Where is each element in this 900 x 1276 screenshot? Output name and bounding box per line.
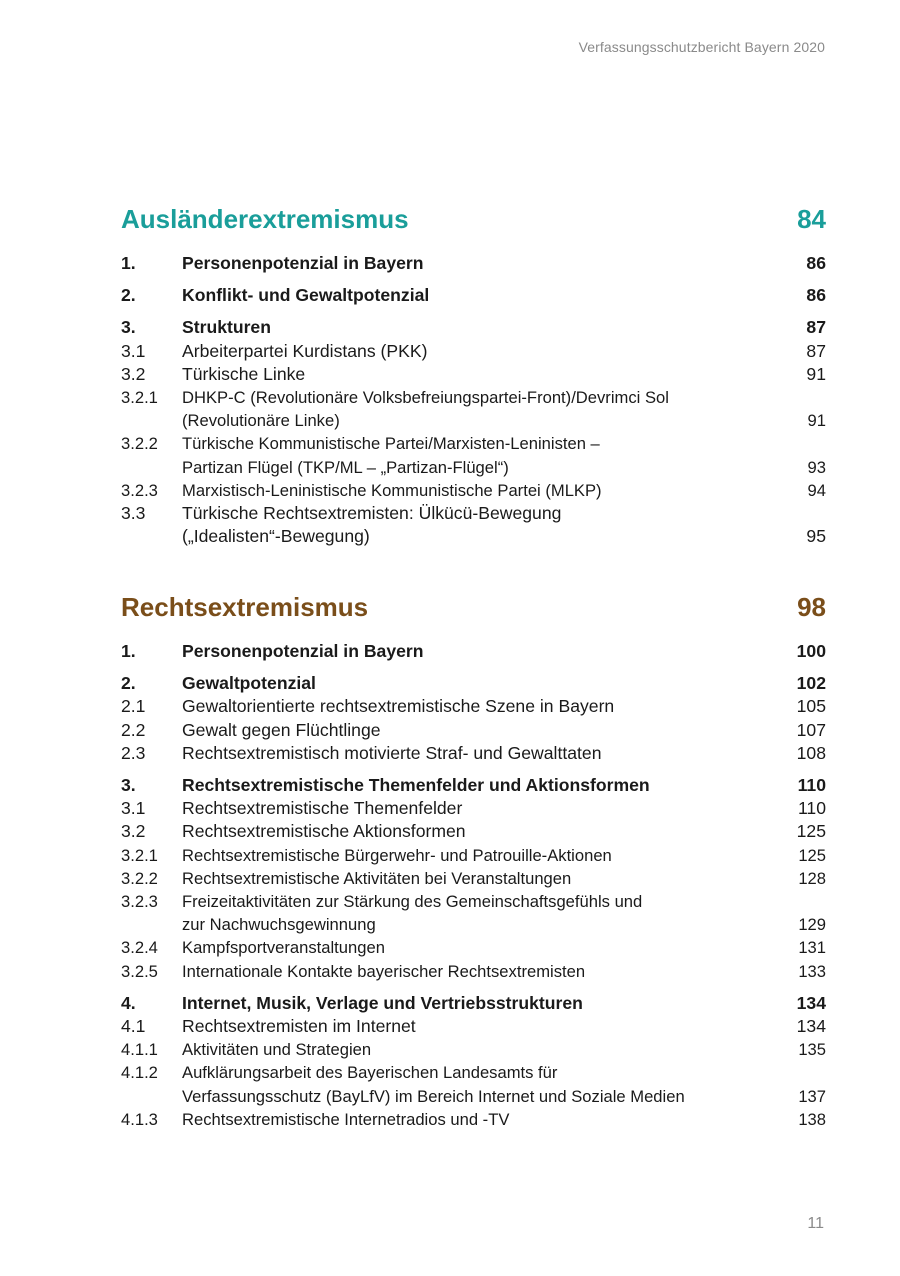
toc-entry-title	[182, 867, 766, 890]
toc-entry-title-line: Freizeitaktivitäten zur Stärkung des Gemeinschaftsgefühls und	[182, 892, 643, 912]
toc-entry-title-line: Rechtsextremisten im Internet	[182, 1016, 416, 1037]
section-page: 84	[797, 204, 826, 234]
page-number: 11	[807, 1215, 824, 1232]
toc-entry-page: 100	[796, 641, 826, 661]
toc-entry[interactable]	[121, 1038, 826, 1061]
toc-entry[interactable]	[121, 695, 826, 718]
toc-entry-title-line: („Idealisten“-Bewegung)	[182, 526, 370, 547]
toc-entry-page: 107	[796, 719, 826, 740]
toc-entry-number: 2.1	[121, 696, 146, 717]
section-heading[interactable]	[121, 592, 826, 632]
toc-entry-title	[182, 960, 766, 983]
toc-entry-number: 3.1	[121, 340, 146, 361]
toc-entry-number: 4.1.2	[121, 1063, 158, 1083]
toc-entry-page: 102	[796, 673, 826, 694]
toc-entry-title	[182, 640, 766, 663]
toc-entry-number: 4.1	[121, 1016, 146, 1037]
toc-entry-page: 137	[798, 1086, 826, 1106]
toc-entry-number: 2.	[121, 673, 136, 694]
toc-entry-number: 3.	[121, 317, 136, 338]
toc-entry-number: 4.1.3	[121, 1109, 158, 1129]
toc-entry-title-line: Rechtsextremistische Themenfelder und Aktionsformen	[182, 775, 650, 796]
toc-entry-title	[182, 502, 766, 548]
toc-entry-number: 3.1	[121, 798, 146, 819]
toc-entry-title-line: Konflikt- und Gewaltpotenzial	[182, 285, 430, 306]
toc-entry[interactable]	[121, 284, 826, 307]
toc-entry-number: 4.	[121, 992, 136, 1013]
toc-entry-number: 3.2.4	[121, 938, 158, 958]
toc-entry[interactable]	[121, 432, 826, 478]
toc-entry-title-line: Türkische Kommunistische Partei/Marxisten-Leninisten –	[182, 434, 600, 454]
toc-entry-title	[182, 695, 766, 718]
toc-entry-number: 3.2.3	[121, 892, 158, 912]
toc-entry-number: 2.3	[121, 742, 146, 763]
toc-entry-title-line: Verfassungsschutz (BayLfV) im Bereich Internet und Soziale Medien	[182, 1086, 685, 1106]
section-heading[interactable]	[121, 204, 826, 244]
toc-entry-title-line: Personenpotenzial in Bayern	[182, 253, 424, 273]
running-header: Verfassungsschutzbericht Bayern 2020	[578, 39, 825, 55]
toc-entry-title-line: Internet, Musik, Verlage und Vertriebsstrukturen	[182, 992, 583, 1013]
toc-entry-title	[182, 432, 766, 478]
toc-entry-page: 105	[796, 696, 826, 717]
toc-entry-title-line: Rechtsextremistische Aktivitäten bei Veranstaltungen	[182, 868, 572, 888]
toc-entry-number: 1.	[121, 641, 136, 661]
toc-entry[interactable]	[121, 672, 826, 695]
toc-entry[interactable]	[121, 386, 826, 432]
toc-entry-page: 133	[798, 961, 826, 981]
toc-entry[interactable]	[121, 1015, 826, 1038]
section-title: Ausländerextremismus	[121, 204, 409, 234]
toc-entry-title	[182, 742, 766, 765]
toc-entry-title-line: Aufklärungsarbeit des Bayerischen Landesamts für	[182, 1063, 558, 1083]
toc-entry-number: 1.	[121, 253, 136, 273]
toc-entry-title-line: Rechtsextremistische Bürgerwehr- und Patrouille-Aktionen	[182, 845, 612, 865]
toc-entry-title	[182, 890, 766, 936]
toc-entry-title	[182, 992, 766, 1015]
toc-entry-title-line: Türkische Rechtsextremisten: Ülkücü-Bewegung	[182, 503, 562, 524]
toc-entry-title	[182, 797, 766, 820]
toc-entry-page: 134	[796, 992, 826, 1013]
toc-entry-title-line: Gewaltpotenzial	[182, 673, 316, 694]
toc-entry-title-line: (Revolutionäre Linke)	[182, 411, 340, 431]
toc-entry-title-line: Arbeiterpartei Kurdistans (PKK)	[182, 340, 428, 361]
toc-entry-page: 131	[798, 938, 826, 958]
toc-entry[interactable]	[121, 316, 826, 339]
toc-entry-page: 91	[806, 363, 826, 384]
toc-entry[interactable]	[121, 1061, 826, 1107]
toc-entry-title-line: Rechtsextremistisch motivierte Straf- und Gewalttaten	[182, 742, 602, 763]
toc-entry-title	[182, 719, 766, 742]
toc-entry[interactable]	[121, 820, 826, 843]
toc-entry-title-line: Marxistisch-Leninistische Kommunistische Partei (MLKP)	[182, 480, 602, 500]
toc-entries	[121, 252, 826, 548]
toc-entry[interactable]	[121, 340, 826, 363]
toc-entry-title	[182, 1108, 766, 1131]
toc-entry-page: 93	[807, 457, 826, 477]
toc-entry[interactable]	[121, 479, 826, 502]
toc-entry-title	[182, 774, 766, 797]
toc-entry-title-line: Türkische Linke	[182, 363, 306, 384]
toc-entry-page: 94	[807, 480, 826, 500]
toc-entry-title-line: Rechtsextremistische Themenfelder	[182, 798, 463, 819]
toc-entry-page: 110	[797, 798, 826, 819]
toc-entry-page: 108	[796, 742, 826, 763]
toc-entry-page: 91	[807, 411, 826, 431]
toc-entry-title-line: Gewaltorientierte rechtsextremistische Szene in Bayern	[182, 696, 615, 717]
toc-entry-number: 3.2.1	[121, 388, 158, 408]
toc-entry-page: 128	[798, 868, 826, 888]
toc-entry-number: 3.2.3	[121, 480, 158, 500]
toc-entry-number: 3.	[121, 775, 136, 796]
toc-entry[interactable]	[121, 363, 826, 386]
toc-entry[interactable]	[121, 719, 826, 742]
toc-entry[interactable]	[121, 1108, 826, 1131]
toc-entry-title-line: Aktivitäten und Strategien	[182, 1040, 372, 1060]
toc-entry-title	[182, 284, 766, 307]
section-title: Rechtsextremismus	[121, 592, 369, 622]
toc-entry-page: 86	[806, 253, 826, 273]
toc-entry-title-line: Kampfsportveranstaltungen	[182, 938, 385, 958]
toc-entry[interactable]	[121, 844, 826, 867]
toc-entry-number: 4.1.1	[121, 1040, 158, 1060]
toc-entry-title	[182, 672, 766, 695]
toc-entry-page: 95	[806, 526, 826, 547]
toc-entry-title-line: Rechtsextremistische Aktionsformen	[182, 821, 466, 842]
toc-entry[interactable]	[121, 252, 826, 275]
toc-entry-page: 86	[806, 285, 826, 306]
toc-entry-page: 87	[806, 340, 826, 361]
toc-entry[interactable]	[121, 960, 826, 983]
toc-entry-number: 2.	[121, 285, 136, 306]
toc-entry-page: 135	[798, 1040, 826, 1060]
toc-entry[interactable]	[121, 797, 826, 820]
toc-entry-title	[182, 936, 766, 959]
toc-entry-title-line: Internationale Kontakte bayerischer Rechtsextremisten	[182, 961, 586, 981]
toc-entry-title-line: Rechtsextremistische Internetradios und -TV	[182, 1109, 510, 1129]
toc-entry-title-line: Partizan Flügel (TKP/ML – „Partizan-Flügel“)	[182, 457, 509, 477]
toc-entry-number: 2.2	[121, 719, 146, 740]
toc-entry[interactable]	[121, 992, 826, 1015]
toc-entry-number: 3.2	[121, 363, 146, 384]
toc-entry-title-line: Personenpotenzial in Bayern	[182, 641, 424, 661]
toc-entry[interactable]	[121, 936, 826, 959]
toc-entry-title-line: zur Nachwuchsgewinnung	[182, 915, 376, 935]
toc-entry-number: 3.3	[121, 503, 146, 524]
toc-entry-title	[182, 316, 766, 339]
toc-entry-title	[182, 386, 766, 432]
toc-entry-title-line: Strukturen	[182, 317, 271, 338]
toc-entry-title	[182, 1038, 766, 1061]
toc-entry-number: 3.2.1	[121, 845, 158, 865]
toc-entry-page: 138	[798, 1109, 826, 1129]
toc-entry-page: 134	[796, 1016, 826, 1037]
toc-entry-page: 125	[796, 821, 826, 842]
toc-entry-title	[182, 820, 766, 843]
toc-entry-title	[182, 1015, 766, 1038]
toc-entry[interactable]	[121, 774, 826, 797]
section-page: 98	[797, 592, 826, 622]
toc-entry-title	[182, 844, 766, 867]
toc-entry-number: 3.2	[121, 821, 146, 842]
toc-entry-page: 129	[798, 915, 826, 935]
toc-entry[interactable]	[121, 742, 826, 765]
toc-entry-number: 3.2.5	[121, 961, 158, 981]
toc-entry-title-line: Gewalt gegen Flüchtlinge	[182, 719, 381, 740]
toc-entry-title	[182, 479, 766, 502]
toc-entry-title	[182, 363, 766, 386]
toc-section-rechtsextremismus	[121, 592, 826, 1131]
toc-entry-page: 87	[806, 317, 826, 338]
toc-entry-number: 3.2.2	[121, 434, 158, 454]
toc-entry-title	[182, 340, 766, 363]
toc-entry[interactable]	[121, 640, 826, 663]
toc-entry-title-line: DHKP-C (Revolutionäre Volksbefreiungspartei-Front)/Devrimci Sol	[182, 388, 669, 408]
toc-entry-title	[182, 252, 766, 275]
toc-entry-number: 3.2.2	[121, 868, 158, 888]
toc-entry-title	[182, 1061, 766, 1107]
toc-entry[interactable]	[121, 502, 826, 548]
toc-entry[interactable]	[121, 890, 826, 936]
toc-section-auslaenderextremismus	[121, 204, 826, 548]
toc-entry-page: 125	[798, 845, 826, 865]
toc-entry[interactable]	[121, 867, 826, 890]
toc-entries	[121, 640, 826, 1131]
toc-entry-page: 110	[797, 775, 826, 796]
